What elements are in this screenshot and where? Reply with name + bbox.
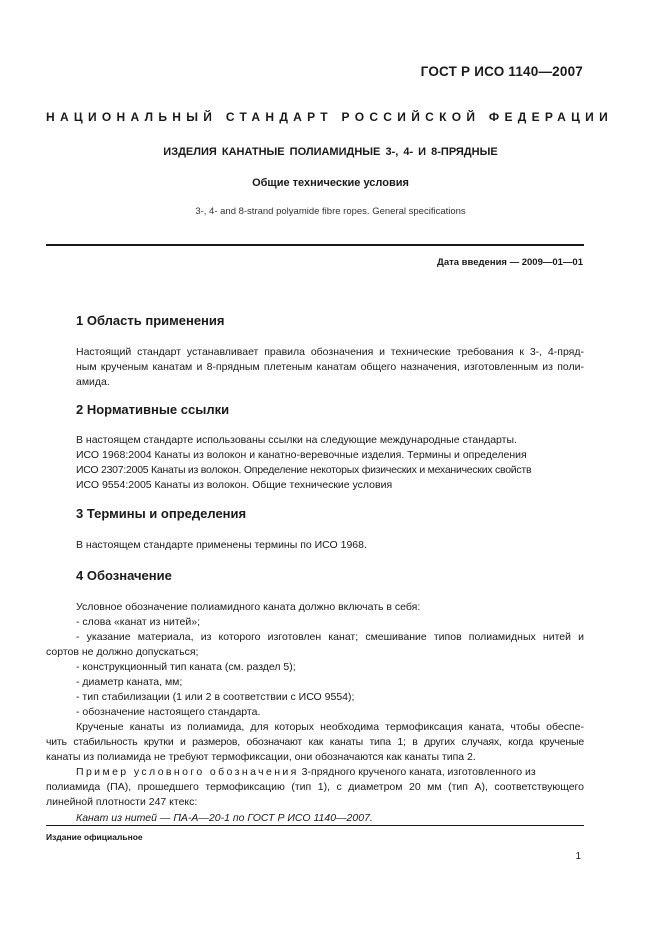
normative-reference-iso-2307: ИСО 2307:2005 Канаты из волокон. Определение некоторых физических и механических свойств <box>76 464 532 476</box>
designation-item: - указание материала, из которого изготовлен канат; смешивание типов полиамидных нитей и <box>76 631 584 643</box>
designation-item: - конструкционный тип каната (см. раздел 5); <box>76 661 296 673</box>
section-4-line: канаты из полиамида не требуют термофиксации, они обозначаются как канаты типа 2. <box>46 751 476 763</box>
standard-title: ИЗДЕЛИЯ КАНАТНЫЕ ПОЛИАМИДНЫЕ 3-, 4- И 8-ПРЯДНЫЕ <box>163 146 498 158</box>
section-1-line: амида. <box>76 376 110 388</box>
example-intro-rest: 3-прядного крученого каната, изготовленного из <box>298 766 536 778</box>
designation-item: - диаметр каната, мм; <box>76 676 183 688</box>
document-number: ГОСТ Р ИСО 1140—2007 <box>420 64 583 79</box>
header-rule <box>46 244 584 246</box>
section-4-line: чить стабильность крутки и размеров, обозначают как канаты типа 1; в других случаях, когда крученые <box>46 736 584 748</box>
example-line: полиамида (ПА), прошедшего термофиксацию (тип 1), с диаметром 20 мм (тип А), соответствующего <box>46 781 584 793</box>
designation-item-continued: сортов не должно допускаться; <box>46 646 199 658</box>
section-1-line: ным крученым канатам и 8-прядным плетеным канатам общего назначения, изготовленным из поли- <box>76 361 584 373</box>
example-line: линейной плотности 247 ктекс: <box>46 796 198 808</box>
example-designation: Канат из нитей — ПА-А—20-1 по ГОСТ Р ИСО 1140—2007. <box>76 812 373 824</box>
section-4-heading: 4 Обозначение <box>76 568 172 583</box>
section-2-heading: 2 Нормативные ссылки <box>76 402 230 417</box>
page-number: 1 <box>575 851 581 862</box>
edition-label: Издание официальное <box>46 832 143 842</box>
designation-item: - тип стабилизации (1 или 2 в соответствии с ИСО 9554); <box>76 691 355 703</box>
section-4-line: Крученые канаты из полиамида, для которых необходима термофиксация каната, чтобы обеспе- <box>76 721 584 733</box>
section-3-line: В настоящем стандарте применены термины по ИСО 1968. <box>76 539 367 551</box>
english-title: 3-, 4- and 8-strand polyamide fibre ropes. General specifications <box>195 206 466 217</box>
designation-item: - слова «канат из нитей»; <box>76 616 201 628</box>
example-intro <box>76 765 584 780</box>
section-3-heading: 3 Термины и определения <box>76 506 247 521</box>
example-label: Пример условного обозначения <box>76 766 299 778</box>
national-standard-banner: НАЦИОНАЛЬНЫЙ СТАНДАРТ РОССИЙСКОЙ ФЕДЕРАЦИИ <box>46 110 614 124</box>
section-1-heading: 1 Область применения <box>76 313 225 328</box>
section-1-line: Настоящий стандарт устанавливает правила обозначения и технические требования к 3-, 4-пряд- <box>76 346 584 358</box>
introduction-date: Дата введения — 2009—01—01 <box>437 257 583 268</box>
section-2-line: В настоящем стандарте использованы ссылки на следующие международные стандарты. <box>76 434 517 446</box>
section-4-line: Условное обозначение полиамидного каната должно включать в себя: <box>76 601 421 613</box>
footer-rule <box>46 825 584 826</box>
standard-subtitle: Общие технические условия <box>252 177 409 189</box>
designation-item: - обозначение настоящего стандарта. <box>76 706 261 718</box>
normative-reference-iso-1968: ИСО 1968:2004 Канаты из волокон и канатно-веревочные изделия. Термины и определения <box>76 449 527 461</box>
normative-reference-iso-9554: ИСО 9554:2005 Канаты из волокон. Общие технические условия <box>76 479 393 491</box>
